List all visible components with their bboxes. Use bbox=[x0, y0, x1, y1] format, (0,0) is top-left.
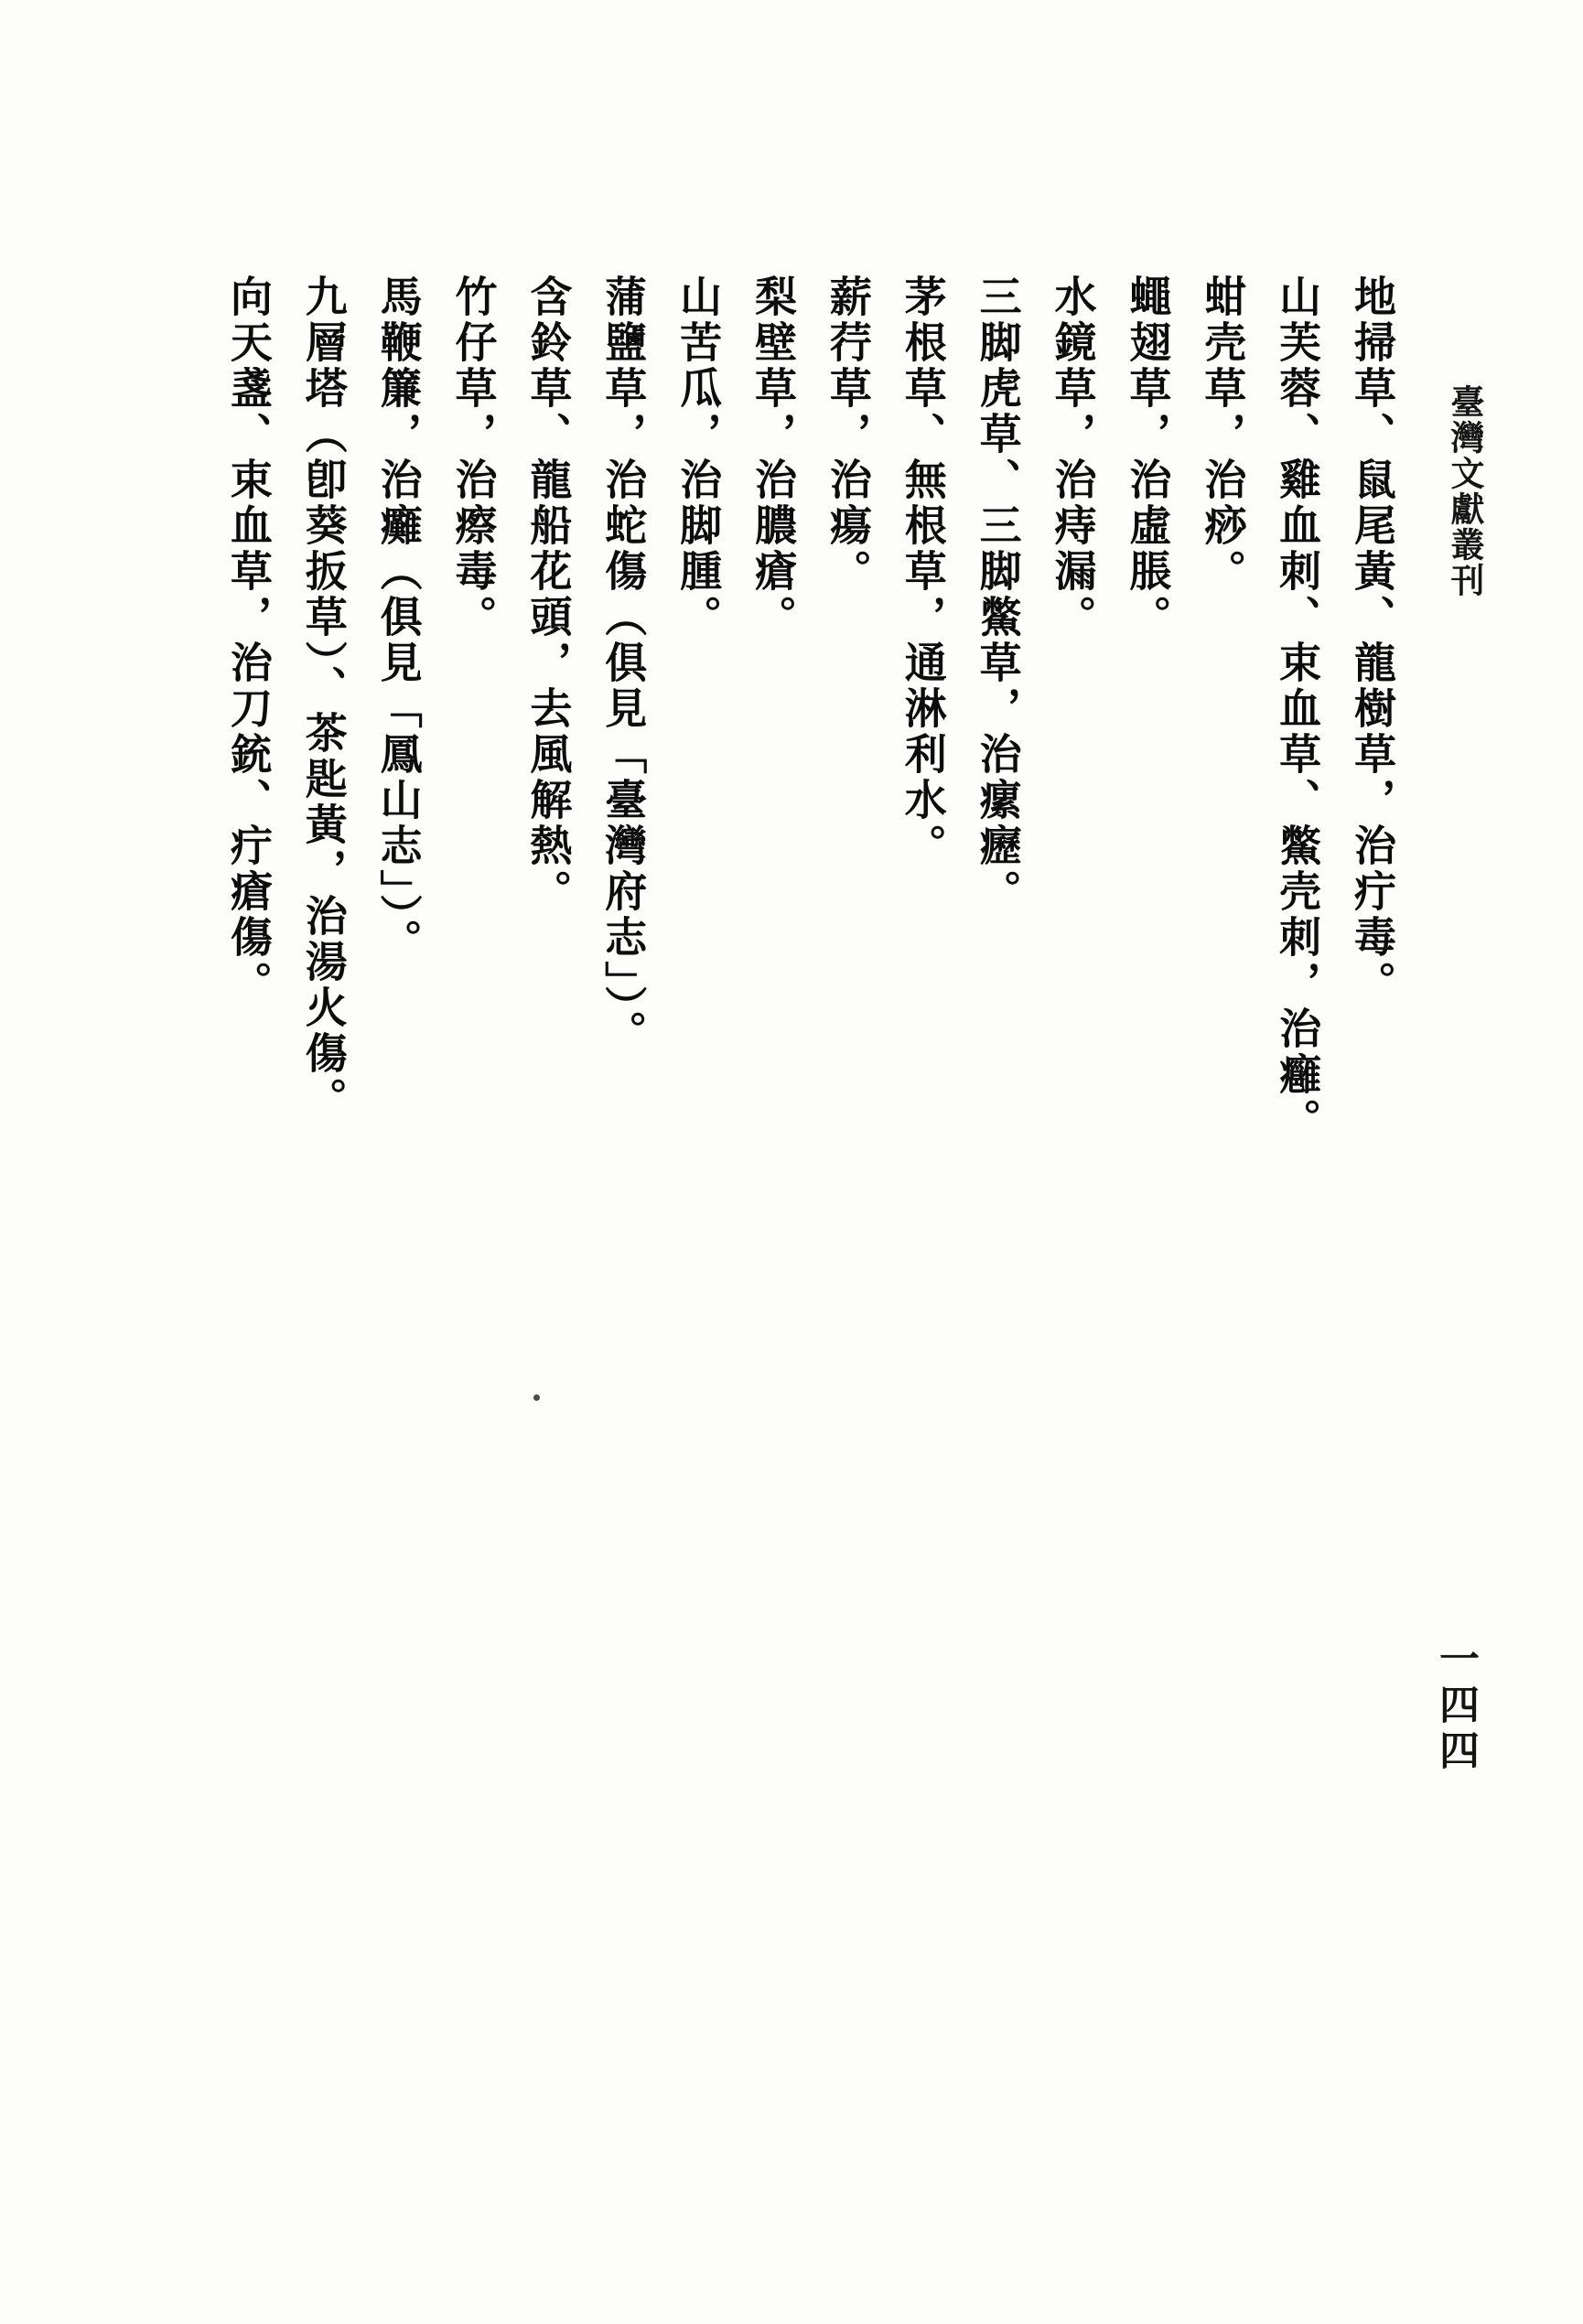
text-line: 九層塔（卽葵扳草）、茶匙黃，治湯火傷。 bbox=[298, 274, 349, 1123]
text-line: 茅根草、無根草，通淋利水。 bbox=[898, 274, 948, 869]
page-number: 一四四 bbox=[1432, 1638, 1479, 1775]
text-line: 薪荇草，治瘍。 bbox=[823, 274, 873, 595]
text-line: 水鏡草，治痔漏。 bbox=[1048, 274, 1098, 640]
text-line: 含鈴草、龍船花頭，去風解熱。 bbox=[523, 274, 574, 915]
text-line: 蚶壳草，治痧。 bbox=[1198, 274, 1248, 595]
ink-speck bbox=[533, 1394, 540, 1401]
text-line: 蒲鹽草，治蛇傷（俱見「臺灣府志」）。 bbox=[598, 274, 649, 1056]
text-line: 梨壁草，治膿瘡。 bbox=[748, 274, 798, 640]
text-line: 山芙蓉、雞血刺、束血草、鱉壳刺，治癰。 bbox=[1273, 274, 1323, 1144]
text-line: 向天盞、束血草，治刀銃、疔瘡傷。 bbox=[223, 274, 274, 1006]
body-text-block bbox=[210, 274, 1409, 1299]
text-line: 馬鞭簾，治癱（俱見「鳳山志」）。 bbox=[373, 274, 424, 964]
text-line: 竹仔草，治瘵毒。 bbox=[448, 274, 499, 640]
text-line: 地掃草、鼠尾黃、龍樹草，治疔毒。 bbox=[1348, 274, 1397, 1006]
running-header: 臺灣文獻叢刊 bbox=[1445, 384, 1484, 598]
text-line: 蠅翅草，治虛脹。 bbox=[1123, 274, 1173, 640]
text-line: 山苦瓜，治脚腫。 bbox=[673, 274, 724, 640]
text-line: 三脚虎草、三脚鱉草，治瘰癧。 bbox=[973, 274, 1023, 915]
